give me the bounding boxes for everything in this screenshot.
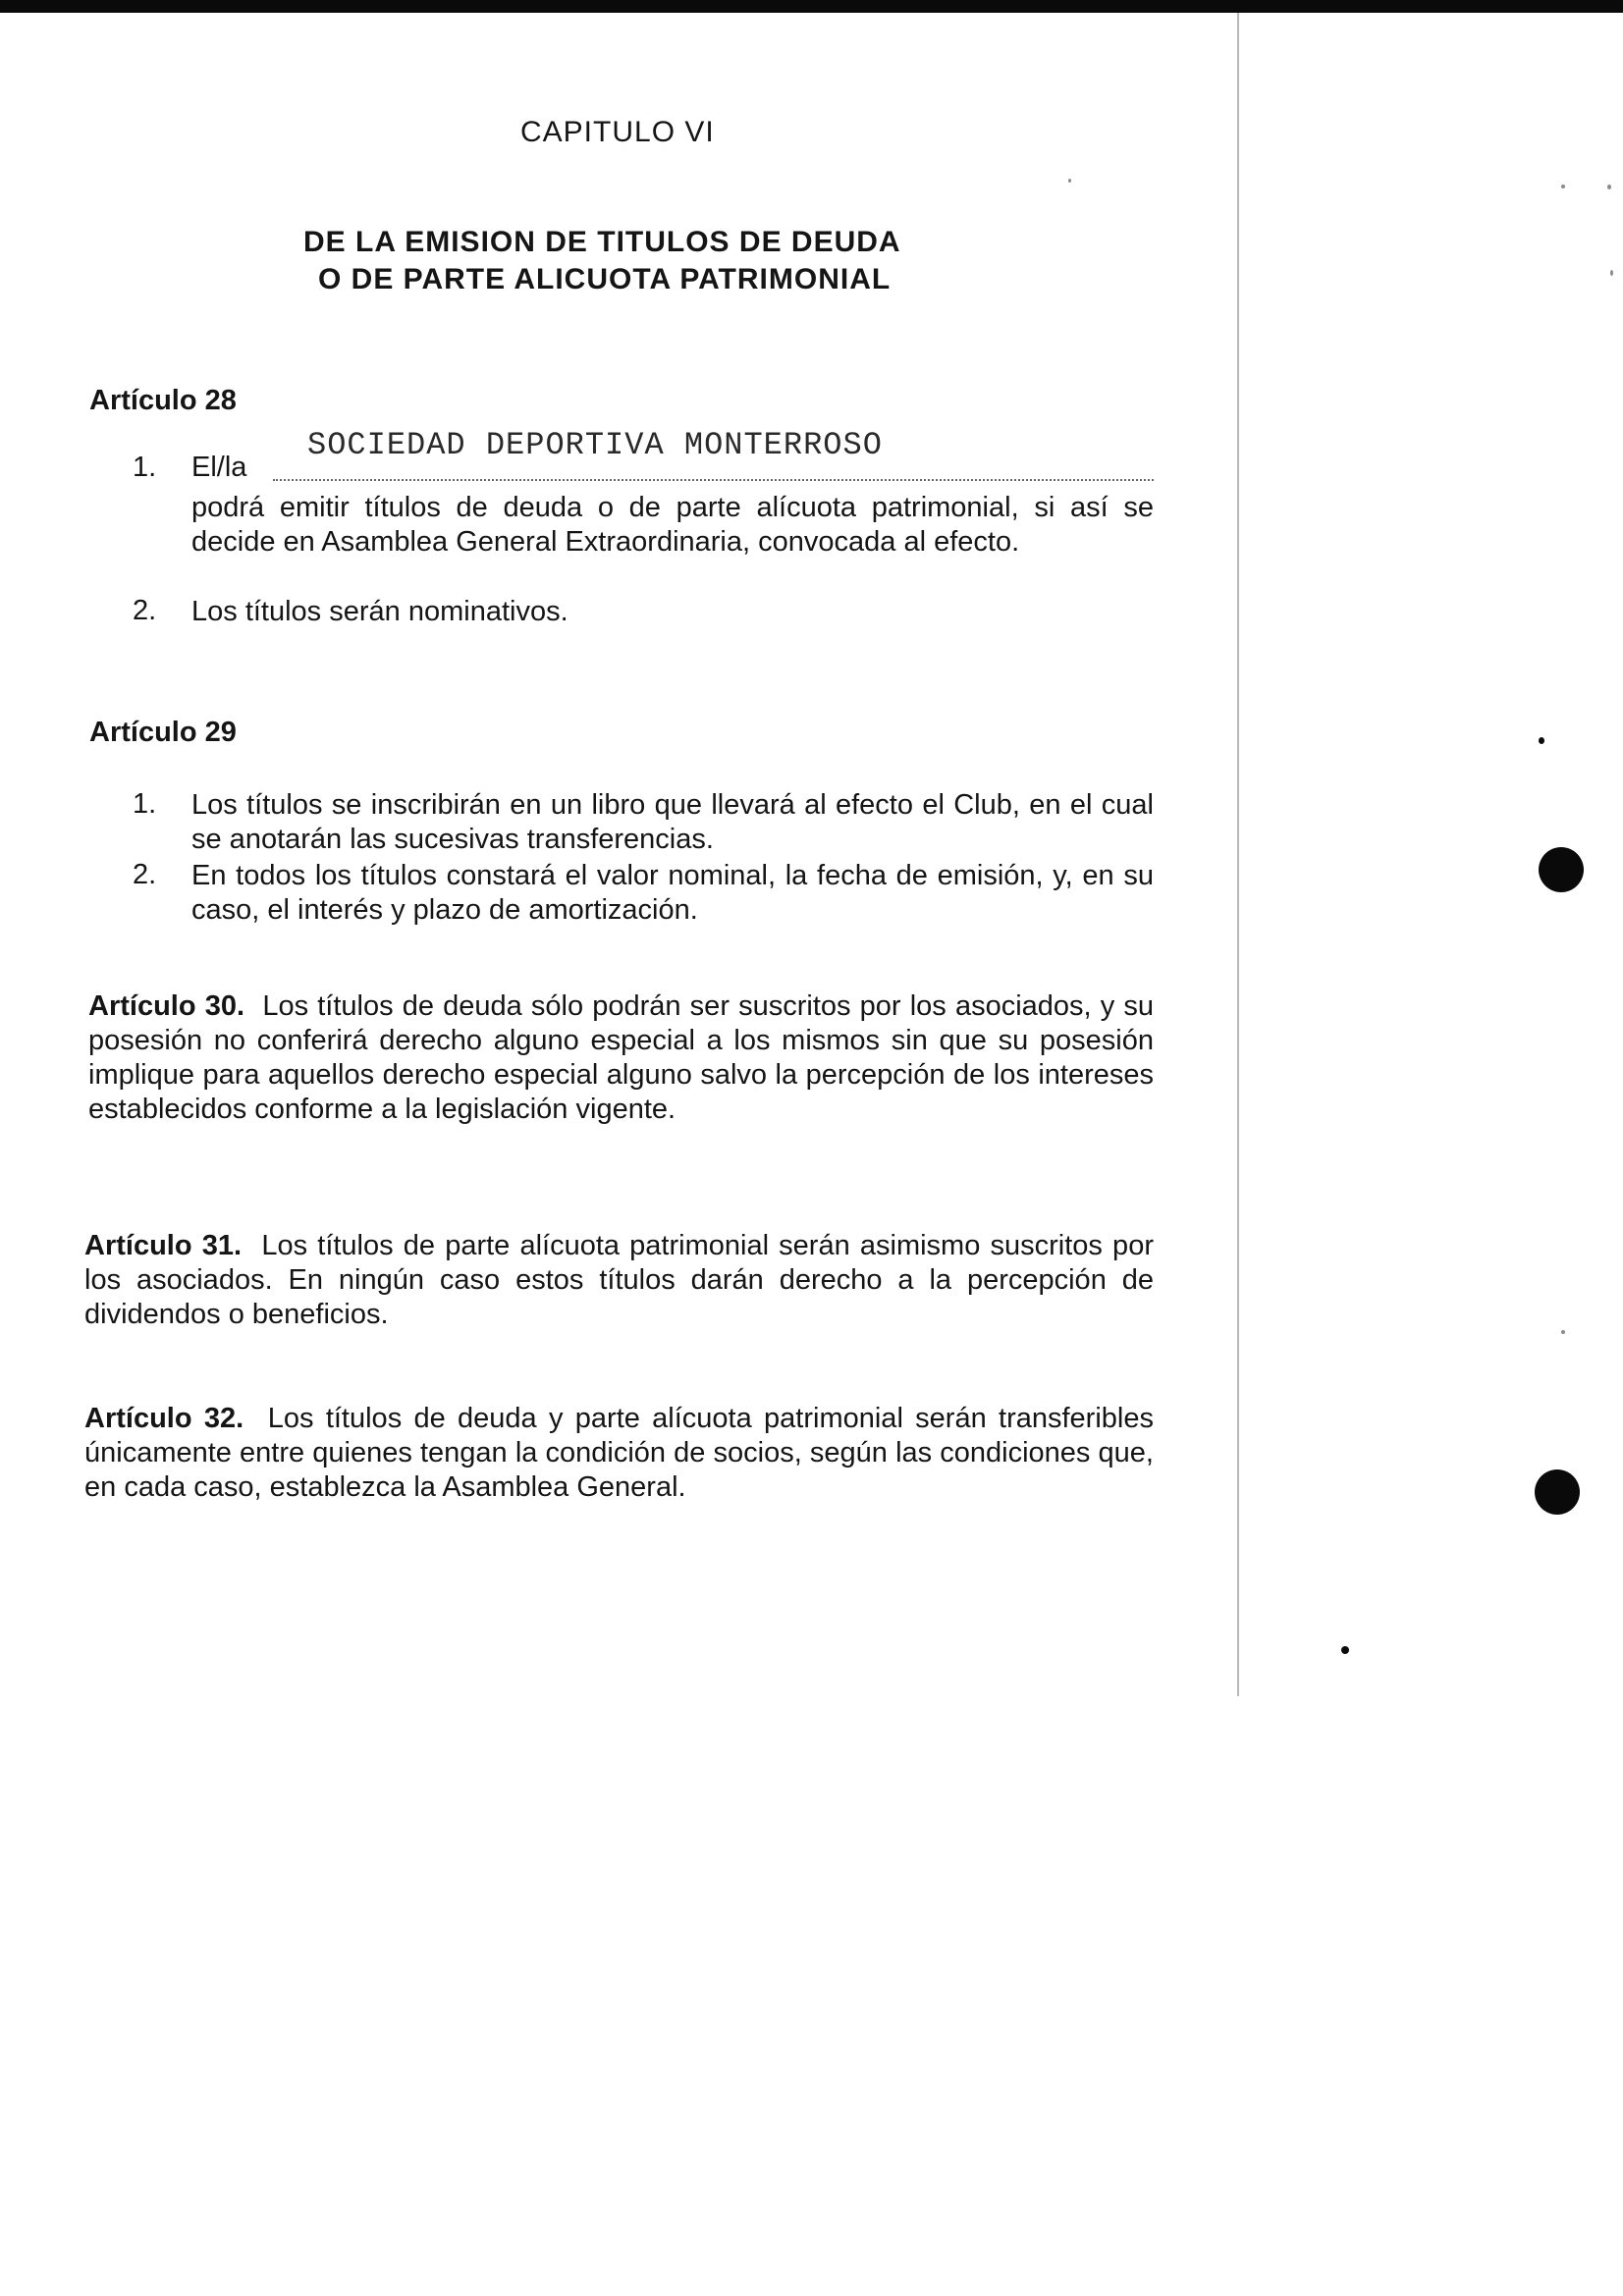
article-29-item-2-number: 2. (133, 859, 157, 890)
article-31 (84, 1229, 1154, 1332)
page-fold-line (1237, 13, 1239, 1696)
chapter-title-line-2: O DE PARTE ALICUOTA PATRIMONIAL (318, 263, 892, 295)
article-29-item-2-text: En todos los títulos constará el valor nominal, la fecha de emisión, y, en su caso, el interés y plazo de amortización. (191, 860, 1154, 926)
punch-hole-top (1539, 847, 1584, 892)
article-28-item-1-number: 1. (133, 452, 157, 483)
punch-hole-bottom (1535, 1469, 1580, 1515)
article-31-heading: Artículo 31. (84, 1230, 243, 1261)
article-28-item-1-text: podrá emitir títulos de deuda o de parte alícuota patrimonial, si así se decide en Asamblea General Extraordinaria, convocada al efecto. (191, 492, 1154, 558)
speck (1561, 1330, 1565, 1334)
article-28-item-1-lead: El/la (191, 452, 247, 483)
speck (1561, 185, 1565, 188)
article-32-heading: Artículo 32. (84, 1403, 244, 1434)
article-28-heading: Artículo 28 (89, 385, 237, 416)
article-30-text: Los títulos de deuda sólo podrán ser suscritos por los asociados, y su posesión no conferirá derecho alguno especial a los mismos sin que su posesión implique para aquellos derecho especial alguno salvo la percepción de los intereses establecidos conforme a la legislación vigente. (88, 990, 1154, 1125)
article-29-heading: Artículo 29 (89, 717, 237, 748)
article-30-heading: Artículo 30. (88, 990, 245, 1022)
article-29-item-1-number: 1. (133, 788, 157, 820)
speck (1610, 270, 1613, 276)
article-28-item-2-number: 2. (133, 595, 157, 626)
speck (1607, 185, 1611, 189)
article-29-item-1-text: Los títulos se inscribirán en un libro que llevará al efecto el Club, en el cual se anotarán las sucesivas transferencias. (191, 789, 1154, 855)
speck (1068, 179, 1071, 183)
typed-club-name: SOCIEDAD DEPORTIVA MONTERROSO (307, 427, 883, 463)
article-32-text: Los títulos de deuda y parte alícuota patrimonial serán transferibles únicamente entre quienes tengan la condición de socios, según las condiciones que, en cada caso, establezca la Asamblea General. (84, 1403, 1154, 1503)
fill-in-dotted-line (273, 479, 1154, 481)
article-31-text: Los títulos de parte alícuota patrimonial serán asimismo suscritos por los asociados. En ningún caso estos títulos darán derecho a la percepción de dividendos o beneficios. (84, 1230, 1154, 1330)
article-32 (84, 1402, 1154, 1505)
mark-dot (1341, 1646, 1349, 1654)
mark-dot (1539, 737, 1544, 744)
article-28-item-2-text: Los títulos serán nominativos. (191, 596, 568, 627)
article-30 (88, 989, 1154, 1127)
chapter-heading: CAPITULO VI (520, 116, 715, 148)
chapter-title-line-1: DE LA EMISION DE TITULOS DE DEUDA (303, 226, 901, 258)
scan-top-border (0, 0, 1623, 13)
